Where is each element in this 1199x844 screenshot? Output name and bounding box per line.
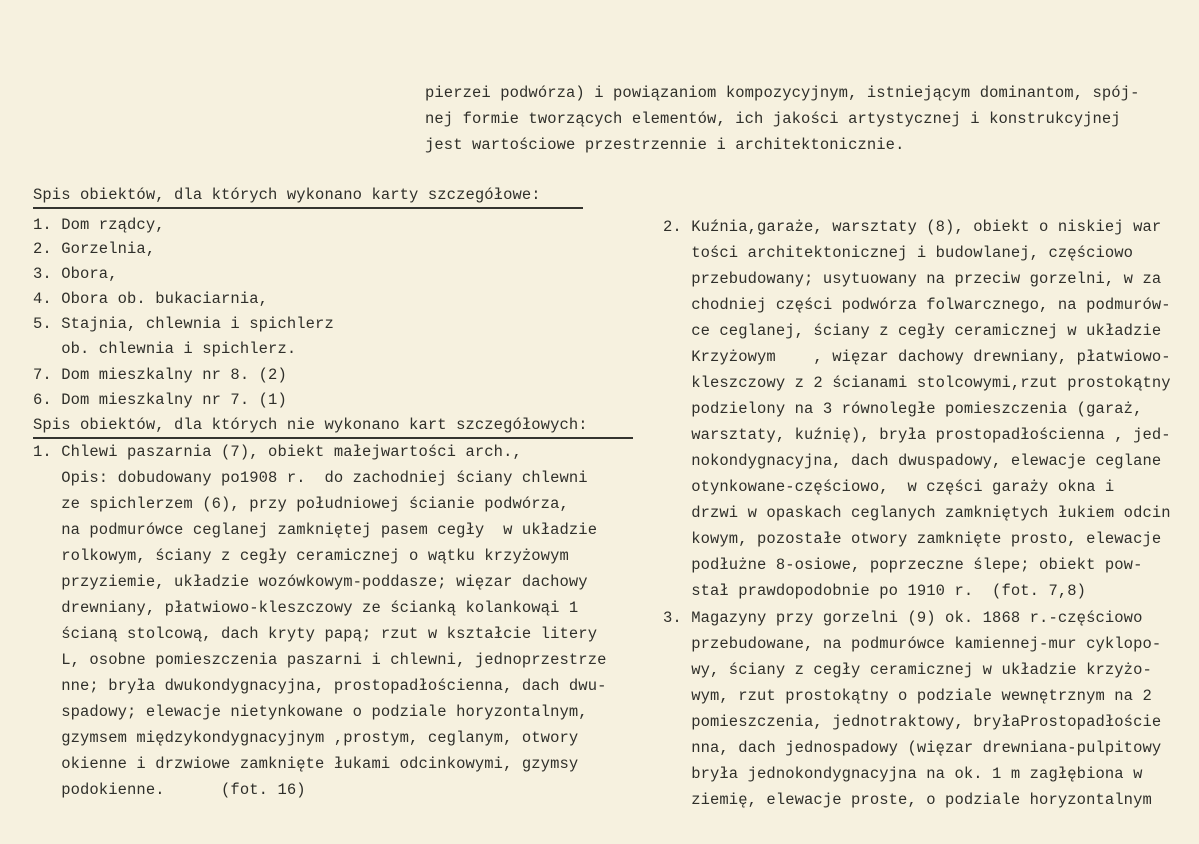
text-line: pomieszczenia, jednotraktowy, bryłaProstopadłoście — [663, 713, 1162, 731]
text-line: chodniej części podwórza folwarcznego, na podmurów- — [663, 296, 1171, 314]
list-item: 5. Stajnia, chlewnia i spichlerz — [33, 315, 334, 333]
text-line: ścianą stolcową, dach kryty papą; rzut w kształcie litery — [33, 625, 598, 643]
text-line: okienne i drzwiowe zamknięte łukami odcinkowymi, gzymsy — [33, 755, 579, 773]
text-line: podzielony na 3 równoległe pomieszczenia (garaż, — [663, 400, 1143, 418]
text-line: 3. Magazyny przy gorzelni (9) ok. 1868 r.-częściowo — [663, 609, 1143, 627]
text-line: drewniany, płatwiowo-kleszczowy ze ścianką kolankowąi 1 — [33, 599, 579, 617]
text-line: ce ceglanej, ściany z cegły ceramicznej w układzie — [663, 322, 1162, 340]
text-line: na podmurówce ceglanej zamkniętej pasem cegły w układzie — [33, 521, 598, 539]
text-line: przebudowany; usytuowany na przeciw gorzelni, w za — [663, 270, 1162, 288]
text-line: jest wartościowe przestrzennie i architektonicznie. — [425, 136, 905, 154]
list-item: 4. Obora ob. bukaciarnia, — [33, 290, 269, 308]
list-item: 1. Dom rządcy, — [33, 216, 165, 234]
text-line: tości architektonicznej i budowlanej, częściowo — [663, 244, 1134, 262]
heading-underline — [33, 437, 633, 439]
list-item: 7. Dom mieszkalny nr 8. (2) — [33, 366, 287, 384]
heading-not-detailed-cards: Spis obiektów, dla których nie wykonano kart szczegółowych: — [33, 416, 588, 434]
text-line: 2. Kuźnia,garaże, warsztaty (8), obiekt o niskiej war — [663, 218, 1162, 236]
text-line: Opis: dobudowany po1908 r. do zachodniej ściany chlewni — [33, 469, 588, 487]
text-line: rolkowym, ściany z cegły ceramicznej o wątku krzyżowym — [33, 547, 569, 565]
text-line: gzymsem międzykondygnacyjnym ,prostym, ceglanym, otwory — [33, 729, 579, 747]
text-line: warsztaty, kuźnię), bryła prostopadłościenna , jed- — [663, 426, 1171, 444]
list-item: 2. Gorzelnia, — [33, 240, 156, 258]
text-line: nne; bryła dwukondygnacyjna, prostopadłościenna, dach dwu- — [33, 677, 607, 695]
text-line: przebudowane, na podmurówce kamiennej-mur cyklopo- — [663, 635, 1162, 653]
heading-detailed-cards: Spis obiektów, dla których wykonano karty szczegółowe: — [33, 186, 541, 204]
text-line: Krzyżowym , więzar dachowy drewniany, płatwiowo- — [663, 348, 1171, 366]
list-item: 3. Obora, — [33, 265, 118, 283]
text-line: pierzei podwórza) i powiązaniom kompozycyjnym, istniejącym dominantom, spój- — [425, 84, 1140, 102]
text-line: 1. Chlewi paszarnia (7), obiekt małejwartości arch., — [33, 443, 522, 461]
text-line: ziemię, elewacje proste, o podziale horyzontalnym — [663, 791, 1152, 809]
text-line: ze spichlerzem (6), przy południowej ścianie podwórza, — [33, 495, 569, 513]
text-line: podokienne. (fot. 16) — [33, 781, 306, 799]
heading-underline — [33, 207, 583, 209]
text-line: wy, ściany z cegły ceramicznej w układzie krzyżo- — [663, 661, 1152, 679]
text-line: stał prawdopodobnie po 1910 r. (fot. 7,8) — [663, 582, 1087, 600]
list-item: 6. Dom mieszkalny nr 7. (1) — [33, 391, 287, 409]
text-line: spadowy; elewacje nietynkowane o podziale horyzontalnym, — [33, 703, 588, 721]
text-line: przyziemie, układzie wozówkowym-poddasze; więzar dachowy — [33, 573, 588, 591]
text-line: L, osobne pomieszczenia paszarni i chlewni, jednoprzestrze — [33, 651, 607, 669]
text-line: bryła jednokondygnacyjna na ok. 1 m zagłębiona w — [663, 765, 1143, 783]
list-item: ob. chlewnia i spichlerz. — [33, 340, 297, 358]
text-line: kowym, pozostałe otwory zamknięte prosto, elewacje — [663, 530, 1162, 548]
text-line: podłużne 8-osiowe, poprzeczne ślepe; obiekt pow- — [663, 556, 1143, 574]
text-line: nej formie tworzących elementów, ich jakości artystycznej i konstrukcyjnej — [425, 110, 1121, 128]
text-line: nna, dach jednospadowy (więzar drewniana-pulpitowy — [663, 739, 1162, 757]
text-line: nokondygnacyjna, dach dwuspadowy, elewacje ceglane — [663, 452, 1162, 470]
text-line: drzwi w opaskach ceglanych zamkniętych łukiem odcin — [663, 504, 1171, 522]
text-line: otynkowane-częściowo, w części garaży okna i — [663, 478, 1115, 496]
text-line: wym, rzut prostokątny o podziale wewnętrznym na 2 — [663, 687, 1152, 705]
text-line: kleszczowy z 2 ścianami stolcowymi,rzut prostokątny — [663, 374, 1171, 392]
